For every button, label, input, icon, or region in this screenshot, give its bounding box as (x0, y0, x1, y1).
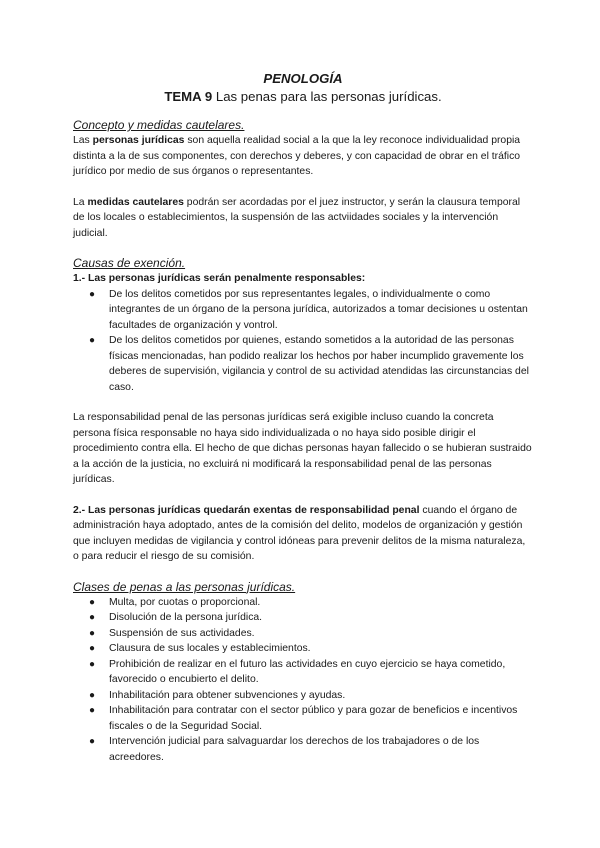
paragraph-personas-juridicas (73, 133, 533, 180)
list-item (73, 688, 533, 704)
bullet-icon: ● (89, 689, 96, 701)
list-item (73, 287, 533, 334)
list-item-text: Intervención judicial para salvaguardar los derechos de los trabajadores o de los acreedores. (109, 736, 480, 763)
paragraph-point2 (73, 503, 533, 565)
p1-bold: personas jurídicas (92, 135, 185, 146)
list-item (73, 641, 533, 657)
list-item (73, 626, 533, 642)
list-item-text: Suspensión de sus actividades. (109, 627, 255, 639)
causas-bullet-list (73, 287, 533, 396)
list-item-text: Multa, por cuotas o proporcional. (109, 596, 261, 608)
bullet-icon: ● (89, 705, 96, 716)
p2-post: podrán ser acordadas por el juez instructor, y serán la clausura temporal de los locales o establecimientos, la suspensión de las actviidades sociales y la intervención judicial. (73, 196, 521, 239)
clases-bullet-list (73, 595, 533, 766)
subtitle-topic-name: Las penas para las personas jurídicas. (212, 89, 442, 104)
point2-bold: 2.- Las personas jurídicas quedarán exentas de responsabilidad penal (73, 504, 420, 516)
list-item (73, 703, 533, 734)
list-item-text: Prohibición de realizar en el futuro las actividades en cuyo ejercicio se haya cometido, favorecido o encubierto el delito. (109, 658, 506, 685)
section-heading-concepto: Concepto y medidas cautelares. (73, 118, 245, 132)
list-item (73, 610, 533, 626)
list-item-text: Clausura de sus locales y establecimientos. (109, 643, 311, 654)
document-title: PENOLOGÍA (263, 71, 343, 86)
point1-heading: 1.- Las personas jurídicas serán penalmente responsables: (73, 273, 366, 284)
list-item (73, 595, 533, 611)
list-item (73, 734, 533, 765)
bullet-icon: ● (89, 736, 96, 747)
point2-post: cuando el órgano de administración haya adoptado, antes de la comisión del delito, modelos de organización y gestión que incluyen medidas de vigilancia y control idóneas para prevenir delitos de la misma naturaleza, o para reducir el riesgo de su comisión. (73, 504, 526, 562)
bullet-icon: ● (89, 658, 96, 670)
bullet-icon: ● (89, 627, 96, 639)
subtitle-topic-number: TEMA 9 (164, 89, 213, 104)
list-item-text: Disolución de la persona jurídica. (109, 612, 263, 623)
list-item (73, 657, 533, 688)
p2-bold: medidas cautelares (87, 196, 184, 208)
bullet-icon: ● (89, 643, 96, 654)
list-item (73, 333, 533, 395)
paragraph-responsabilidad: La responsabilidad penal de las personas jurídicas será exigible incluso cuando la concreta persona física responsable no haya sido individualizada o no haya sido posible dirigir el procedimiento contra ella. El hecho de que dichas personas hayan fallecido o se hubieran sustraido a la acción de la justicia, no excluirá ni modificará la responsabilidad penal de las personas jurídicas. (73, 412, 532, 485)
list-item-text: Inhabilitación para obtener subvenciones y ayudas. (109, 689, 346, 701)
list-item-text: De los delitos cometidos por quienes, estando sometidos a la autoridad de las personas físicas mencionadas, han podido realizar los hechos por haber incumplido gravemente los deberes de supervisión, vigilancia y control de su actividad atendidas las circunstancias del caso. (109, 335, 529, 393)
p1-pre: Las (73, 135, 93, 146)
document-page (73, 70, 533, 765)
paragraph-medidas-cautelares (73, 195, 533, 242)
p2-pre: La (73, 196, 88, 208)
section-heading-causas: Causas de exención. (73, 256, 186, 270)
bullet-icon: ● (89, 596, 96, 608)
bullet-icon: ● (89, 288, 96, 300)
list-item-text: Inhabilitación para contratar con el sector público y para gozar de beneficios e incentivos fiscales o de la Seguridad Social. (109, 705, 518, 732)
document-subtitle (73, 88, 533, 106)
p1-post: son aquella realidad social a la que la ley reconoce individualidad propia distinta a la de sus componentes, con derechos y deberes, y con capacidad de obrar en el tráfico jurídico por medio de sus órganos o representantes. (73, 135, 521, 177)
bullet-icon: ● (89, 612, 96, 623)
list-item-text: De los delitos cometidos por sus representantes legales, o individualmente o como integrantes de un órgano de la persona jurídica, autorizados a tomar decisiones u ostentan facultades de organización y vontrol. (109, 288, 528, 331)
bullet-icon: ● (89, 335, 96, 346)
section-heading-clases: Clases de penas a las personas jurídicas. (73, 579, 296, 594)
